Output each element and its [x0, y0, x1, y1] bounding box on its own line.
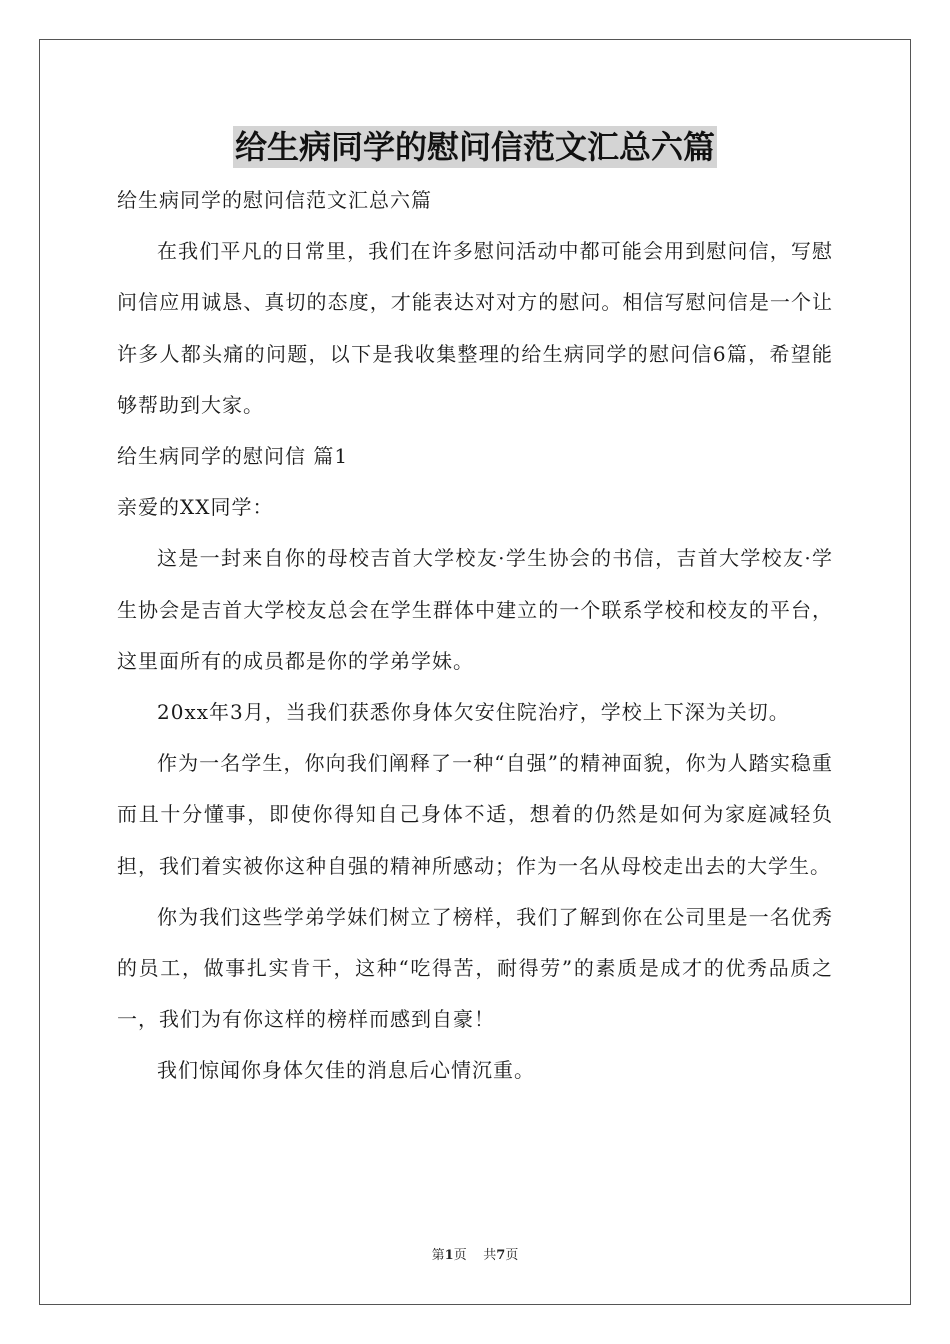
paragraph: 给生病同学的慰问信 篇1 — [117, 444, 349, 469]
page-footer — [0, 1244, 950, 1263]
paragraph: 我们惊闻你身体欠佳的消息后心情沉重。 — [157, 1058, 535, 1083]
footer-page-prefix: 第 — [431, 1248, 445, 1263]
document-title: 给生病同学的慰问信范文汇总六篇 — [234, 128, 715, 166]
document-body — [117, 175, 833, 1097]
paragraph: 20xx年3月，当我们获悉你身体欠安住院治疗，学校上下深为关切。 — [157, 700, 790, 725]
paragraph: 给生病同学的慰问信范文汇总六篇 — [117, 188, 432, 212]
footer-total-prefix: 共 — [483, 1248, 497, 1263]
paragraph: 作为一名学生，你向我们阐释了一种“自强”的精神面貌，你为人踏实稳重而且十分懂事，即使你得知自己身体不适，想着的仍然是如何为家庭减轻负担，我们着实被你这种自强的精神所感动；作为一名从母校走出去的大学生。 — [117, 751, 833, 878]
paragraph: 在我们平凡的日常里，我们在许多慰问活动中都可能会用到慰问信，写慰问信应用诚恳、真切的态度，才能表达对对方的慰问。相信写慰问信是一个让许多人都头痛的问题，以下是我收集整理的给生病同学的慰问信6篇，希望能够帮助到大家。 — [117, 239, 833, 417]
footer-total-suffix: 页 — [505, 1248, 519, 1263]
title-container — [0, 126, 950, 168]
paragraph: 你为我们这些学弟学妹们树立了榜样，我们了解到你在公司里是一名优秀的员工，做事扎实肯干，这种“吃得苦，耐得劳”的素质是成才的优秀品质之一，我们为有你这样的榜样而感到自豪！ — [117, 904, 833, 1032]
footer-page-suffix: 页 — [453, 1248, 467, 1263]
paragraph: 亲爱的XX同学： — [117, 495, 274, 520]
footer-total-pages: 7 — [496, 1248, 506, 1263]
paragraph: 这是一封来自你的母校吉首大学校友·学生协会的书信，吉首大学校友·学生协会是吉首大学校友总会在学生群体中建立的一个联系学校和校友的平台，这里面所有的成员都是你的学弟学妹。 — [117, 546, 833, 673]
footer-page-current: 1 — [444, 1248, 454, 1263]
